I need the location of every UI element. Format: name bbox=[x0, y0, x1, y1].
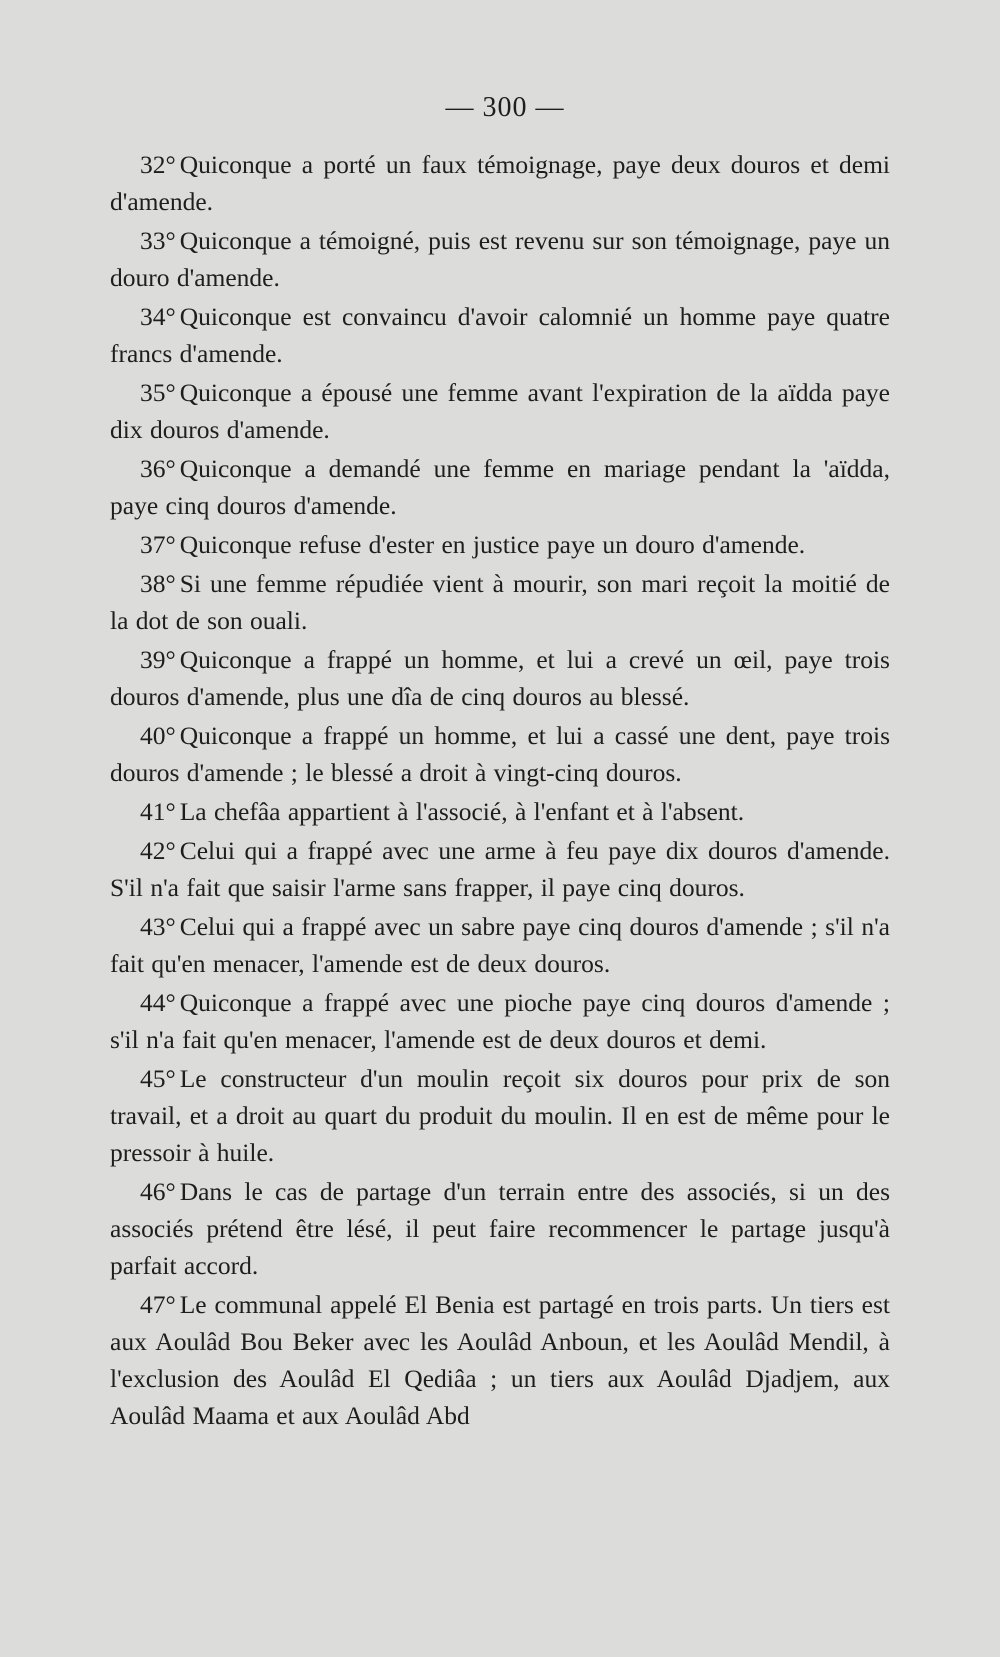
article-45 bbox=[110, 1060, 890, 1171]
article-text: Quiconque a frappé avec une pioche paye cinq douros d'amende ; s'il n'a fait qu'en menacer, l'amende est de deux douros et demi. bbox=[110, 988, 890, 1054]
article-text: Le constructeur d'un moulin reçoit six douros pour prix de son travail, et a droit au quart du produit du moulin. Il en est de même pour le pressoir à huile. bbox=[110, 1064, 890, 1167]
article-40 bbox=[110, 717, 890, 791]
article-37 bbox=[110, 526, 890, 563]
article-number: 42° bbox=[140, 836, 176, 865]
article-text: Celui qui a frappé avec une arme à feu paye dix douros d'amende. S'il n'a fait que saisir l'arme sans frapper, il paye cinq douros. bbox=[110, 836, 890, 902]
article-43 bbox=[110, 908, 890, 982]
article-46 bbox=[110, 1173, 890, 1284]
article-text: Celui qui a frappé avec un sabre paye cinq douros d'amende ; s'il n'a fait qu'en menacer, l'amende est de deux douros. bbox=[110, 912, 890, 978]
article-number: 39° bbox=[140, 645, 176, 674]
article-36 bbox=[110, 450, 890, 524]
article-34 bbox=[110, 298, 890, 372]
article-text: Quiconque a frappé un homme, et lui a crevé un œil, paye trois douros d'amende, plus une dîa de cinq douros au blessé. bbox=[110, 645, 890, 711]
article-number: 35° bbox=[140, 378, 176, 407]
article-number: 41° bbox=[140, 797, 176, 826]
article-32 bbox=[110, 146, 890, 220]
article-number: 46° bbox=[140, 1177, 176, 1206]
article-number: 47° bbox=[140, 1290, 176, 1319]
article-text: Quiconque a témoigné, puis est revenu sur son témoignage, paye un douro d'amende. bbox=[110, 226, 890, 292]
article-number: 44° bbox=[140, 988, 176, 1017]
article-number: 40° bbox=[140, 721, 176, 750]
article-text: Quiconque a épousé une femme avant l'expiration de la aïdda paye dix douros d'amende. bbox=[110, 378, 890, 444]
article-text: Quiconque a frappé un homme, et lui a cassé une dent, paye trois douros d'amende ; le blessé a droit à vingt-cinq douros. bbox=[110, 721, 890, 787]
article-text: La chefâa appartient à l'associé, à l'enfant et à l'absent. bbox=[179, 797, 745, 826]
article-number: 43° bbox=[140, 912, 176, 941]
article-number: 33° bbox=[140, 226, 176, 255]
article-number: 45° bbox=[140, 1064, 176, 1093]
article-text: Quiconque refuse d'ester en justice paye un douro d'amende. bbox=[179, 530, 806, 559]
article-number: 32° bbox=[140, 150, 176, 179]
article-number: 38° bbox=[140, 569, 176, 598]
article-42 bbox=[110, 832, 890, 906]
article-text: Quiconque a porté un faux témoignage, paye deux douros et demi d'amende. bbox=[110, 150, 890, 216]
article-39 bbox=[110, 641, 890, 715]
article-text: Quiconque a demandé une femme en mariage pendant la 'aïdda, paye cinq douros d'amende. bbox=[110, 454, 890, 520]
article-number: 36° bbox=[140, 454, 176, 483]
article-number: 34° bbox=[140, 302, 176, 331]
article-38 bbox=[110, 565, 890, 639]
article-text: Quiconque est convaincu d'avoir calomnié un homme paye quatre francs d'amende. bbox=[110, 302, 890, 368]
article-text: Dans le cas de partage d'un terrain entre des associés, si un des associés prétend être lésé, il peut faire recommencer le partage jusqu'à parfait accord. bbox=[110, 1177, 890, 1280]
article-number: 37° bbox=[140, 530, 176, 559]
article-47 bbox=[110, 1286, 890, 1434]
article-41 bbox=[110, 793, 890, 830]
article-text: Si une femme répudiée vient à mourir, son mari reçoit la moitié de la dot de son ouali. bbox=[110, 569, 890, 635]
article-33 bbox=[110, 222, 890, 296]
article-35 bbox=[110, 374, 890, 448]
article-text: Le communal appelé El Benia est partagé en trois parts. Un tiers est aux Aoulâd Bou Beker avec les Aoulâd Anboun, et les Aoulâd Mendil, à l'exclusion des Aoulâd El Qediâa ; un tiers aux Aoulâd Djadjem, aux Aoulâd Maama et aux Aoulâd Abd bbox=[110, 1290, 890, 1430]
page-number: — 300 — bbox=[445, 92, 565, 123]
article-44 bbox=[110, 984, 890, 1058]
